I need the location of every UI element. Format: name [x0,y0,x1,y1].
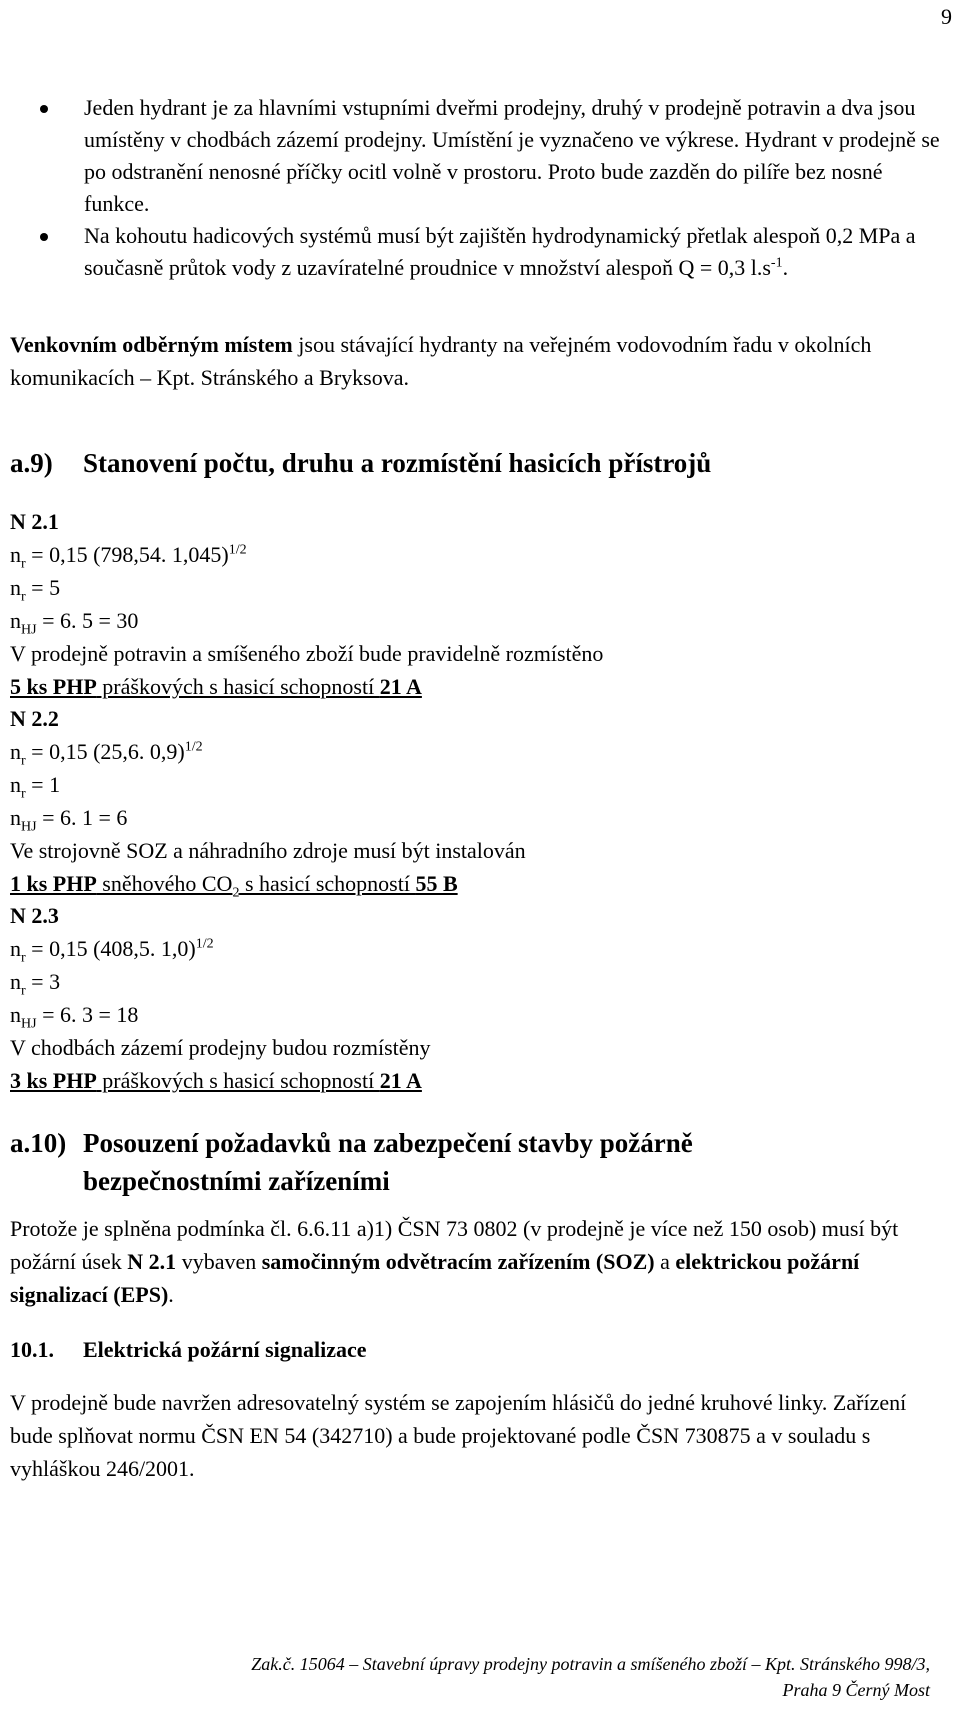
page-footer: Zak.č. 15064 – Stavební úpravy prodejny potravin a smíšeného zboží – Kpt. Stránského 998/3, Praha 9 Černý Most [251,1654,930,1700]
hydrant-paragraph: Venkovním odběrným místem jsou stávající hydranty na veřejném vodovodním řadu v okolních komunikacích – Kpt. Stránského a Bryksova. [10,332,872,390]
block-title: N 2.1 [10,509,59,534]
block-title: N 2.2 [10,706,59,731]
block-title: N 2.3 [10,903,59,928]
page-number: 9 [941,4,952,29]
exponent: -1 [770,255,783,271]
section-heading-a9 [10,444,711,482]
eps-paragraph: V prodejně bude navržen adresovatelný systém se zapojením hlásičů do jedné kruhové linky. Zařízení bude splňovat normu ČSN EN 54 (342710) a bude projektované podle ČSN 730875 a v souladu s vyhláškou 246/2001. [10,1390,907,1481]
bullet-list [40,92,945,284]
eps-requirement-paragraph: Protože je splněna podmínka čl. 6.6.11 a)1) ČSN 73 0802 (v prodejně je více než 150 osob) musí být požární úsek N 2.1 vybaven samočinným odvětracím zařízením (SOZ) a elektrickou požární signalizací (EPS). [10,1216,899,1307]
list-item: Na kohoutu hadicových systémů musí být zajištěn hydrodynamický přetlak alespoň 0,2 MPa a současně průtok vody z uzavíratelné proudnice v množství alespoň Q = 0,3 $l.s^{-1}$. [40,220,945,284]
bold-phrase: Venkovním odběrným místem [10,332,293,357]
calc-result: 5 ks PHP práškových s hasicí schopností 21 A [10,674,422,699]
section-title: Elektrická požární signalizace [83,1337,367,1362]
calc-block-n22: N 2.2 $n_r = 0,15$ (25,6. 0,9)$^{1/2}$ $n_r = 1$ $n_{HJ} = 6$. 1 = 6 Ve strojovně SOZ a náhradního zdroje musí být instalován 1 ks PHP sněhového $CO_2$ s hasicí schopností 55 B [10,702,940,900]
calc-block-n21: N 2.1 $n_r = 0,15$ (798,54. 1,045)$^{1/2}$ $n_r = 5$ $n_{HJ} = 6$. 5 = 30 V prodejně potravin a smíšeného zboží bude pravidelně rozmístěno 5 ks PHP práškových s hasicí schopností 21 A [10,505,940,703]
calc-result: 1 ks PHP sněhového $CO_2$ s hasicí schopností 55 B [10,871,458,901]
calc-result: 3 ks PHP práškových s hasicí schopností 21 A [10,1068,422,1093]
section-title: Posouzení požadavků na zabezpečení stavby požárně bezpečnostními zařízeními [83,1128,693,1196]
calc-block-n23: N 2.3 $n_r = 0,15$ (408,5. 1,0)$^{1/2}$ $n_r = 3$ $n_{HJ} = 6$. 3 = 18 V chodbách zázemí prodejny budou rozmístěny 3 ks PHP práškových s hasicí schopností 21 A [10,899,940,1097]
section-heading-101 [10,1331,367,1369]
section-heading-a10 [10,1124,693,1200]
section-number: 10.1. [10,1337,54,1362]
section-number: a.9) [10,448,53,478]
section-number: a.10) [10,1128,67,1158]
bullet-text: Jeden hydrant je za hlavními vstupními dveřmi prodejny, druhý v prodejně potravin a dva jsou umístěny v chodbách zázemí prodejny. Umístění je vyznačeno ve výkrese. Hydrant v prodejně se po odstranění nenosné příčky ocitl volně v prostoru. Proto bude zazděn do pilíře bez nosné funkce. [84,95,940,216]
section-title: Stanovení počtu, druhu a rozmístění hasicích přístrojů [83,448,712,478]
bullet-icon [40,233,48,241]
bullet-text: Na kohoutu hadicových systémů musí být zajištěn hydrodynamický přetlak alespoň 0,2 MPa a současně průtok vody z uzavíratelné proudnice v množství alespoň Q = 0,3 l.s [84,223,916,280]
bullet-icon [40,105,48,113]
list-item [40,92,945,220]
